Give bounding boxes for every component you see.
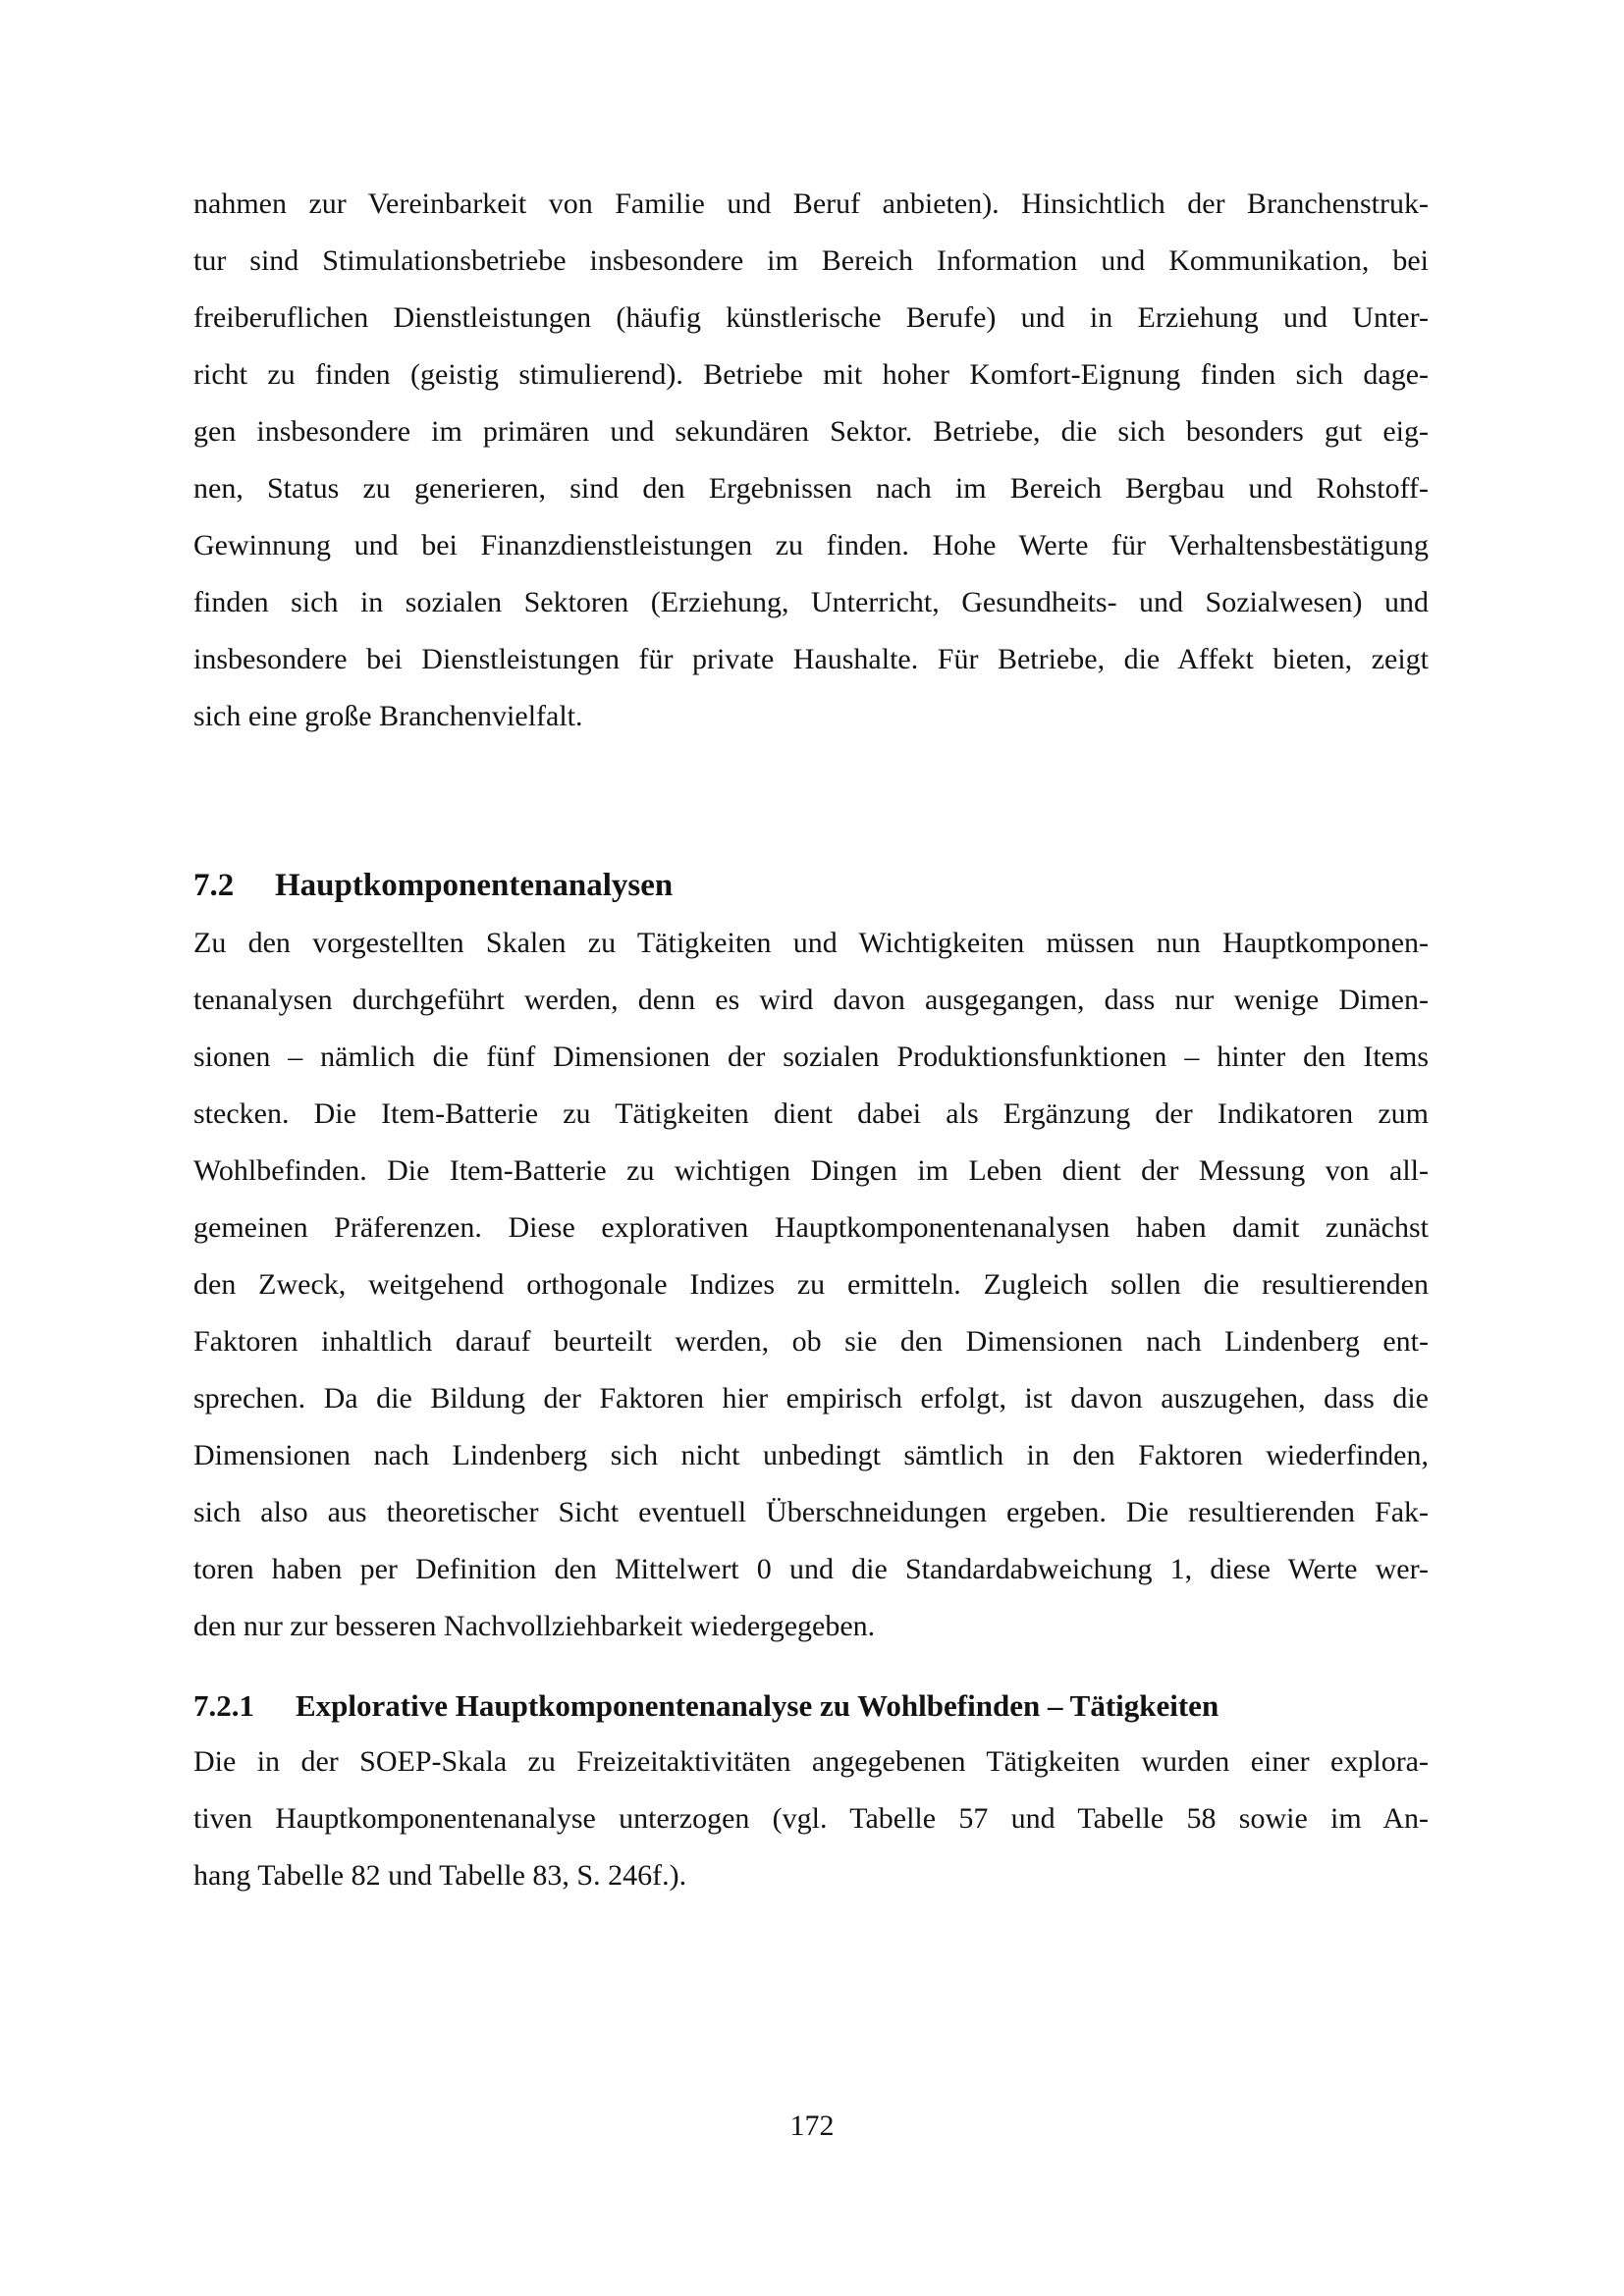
text-line: Faktoren inhaltlich darauf beurteilt werden, ob sie den Dimensionen nach Lindenberg ent-: [193, 1325, 1429, 1358]
text-line: nen, Status zu generieren, sind den Ergebnissen nach im Bereich Bergbau und Rohstoff-: [193, 472, 1429, 505]
text-line: sich also aus theoretischer Sicht eventuell Überschneidungen ergeben. Die resultierenden Fak-: [193, 1496, 1429, 1528]
text-line: gen insbesondere im primären und sekundären Sektor. Betriebe, die sich besonders gut eig-: [193, 415, 1429, 448]
text-line: toren haben per Definition den Mittelwert 0 und die Standardabweichung 1, diese Werte wer-: [193, 1553, 1429, 1585]
text-line: den Zweck, weitgehend orthogonale Indizes zu ermitteln. Zugleich sollen die resultierenden: [193, 1268, 1429, 1301]
section-title: Hauptkomponentenanalysen: [275, 868, 674, 903]
text-line: richt zu finden (geistig stimulierend). Betriebe mit hoher Komfort-Eignung finden sich dage-: [193, 358, 1429, 391]
text-line: tur sind Stimulationsbetriebe insbesondere im Bereich Information und Kommunikation, bei: [193, 244, 1429, 277]
section-title: Explorative Hauptkomponentenanalyse zu Wohlbefinden – Tätigkeiten: [296, 1688, 1219, 1723]
text-line: Die in der SOEP-Skala zu Freizeitaktivitäten angegebenen Tätigkeiten wurden einer explora-: [193, 1745, 1429, 1778]
text-line: gemeinen Präferenzen. Diese explorativen Hauptkomponentenanalysen haben damit zunächst: [193, 1211, 1429, 1244]
text-line: Dimensionen nach Lindenberg sich nicht unbedingt sämtlich in den Faktoren wiederfinden,: [193, 1439, 1429, 1471]
paragraph-3: [193, 1734, 1429, 1904]
text-line: stecken. Die Item-Batterie zu Tätigkeiten dient dabei als Ergänzung der Indikatoren zum: [193, 1097, 1429, 1130]
text-line: tenanalysen durchgeführt werden, denn es wird davon ausgegangen, dass nur wenige Dimen-: [193, 984, 1429, 1016]
text-line: hang Tabelle 82 und Tabelle 83, S. 246f.).: [193, 1859, 687, 1892]
text-line: nahmen zur Vereinbarkeit von Familie und Beruf anbieten). Hinsichtlich der Branchenstruk-: [193, 187, 1429, 220]
text-line: Zu den vorgestellten Skalen zu Tätigkeiten und Wichtigkeiten müssen nun Hauptkomponen-: [193, 927, 1429, 959]
text-line: freiberuflichen Dienstleistungen (häufig künstlerische Berufe) und in Erziehung und Unter-: [193, 301, 1429, 334]
text-line: den nur zur besseren Nachvollziehbarkeit wiedergegeben.: [193, 1610, 876, 1642]
text-line: Wohlbefinden. Die Item-Batterie zu wichtigen Dingen im Leben dient der Messung von all-: [193, 1154, 1429, 1187]
paragraph-2: [193, 915, 1429, 1655]
section-number: 7.2.1: [193, 1688, 254, 1723]
text-line: tiven Hauptkomponentenanalyse unterzogen (vgl. Tabelle 57 und Tabelle 58 sowie im An-: [193, 1802, 1429, 1835]
text-line: sprechen. Da die Bildung der Faktoren hier empirisch erfolgt, ist davon auszugehen, dass die: [193, 1382, 1429, 1415]
page-number: 172: [789, 2109, 835, 2142]
text-line: Gewinnung und bei Finanzdienstleistungen zu finden. Hohe Werte für Verhaltensbestätigung: [193, 529, 1429, 561]
text-line: insbesondere bei Dienstleistungen für private Haushalte. Für Betriebe, die Affekt bieten, zeigt: [193, 643, 1429, 675]
section-7-2-1-heading: [193, 1686, 1429, 1726]
paragraph-1: [193, 176, 1429, 745]
section-number: 7.2: [193, 868, 235, 903]
text-line: sionen – nämlich die fünf Dimensionen der sozialen Produktionsfunktionen – hinter den Items: [193, 1041, 1429, 1073]
text-line: finden sich in sozialen Sektoren (Erziehung, Unterricht, Gesundheits- und Sozialwesen) und: [193, 586, 1429, 618]
text-line: sich eine große Branchenvielfalt.: [193, 700, 583, 732]
section-7-2-heading: [193, 865, 1429, 906]
